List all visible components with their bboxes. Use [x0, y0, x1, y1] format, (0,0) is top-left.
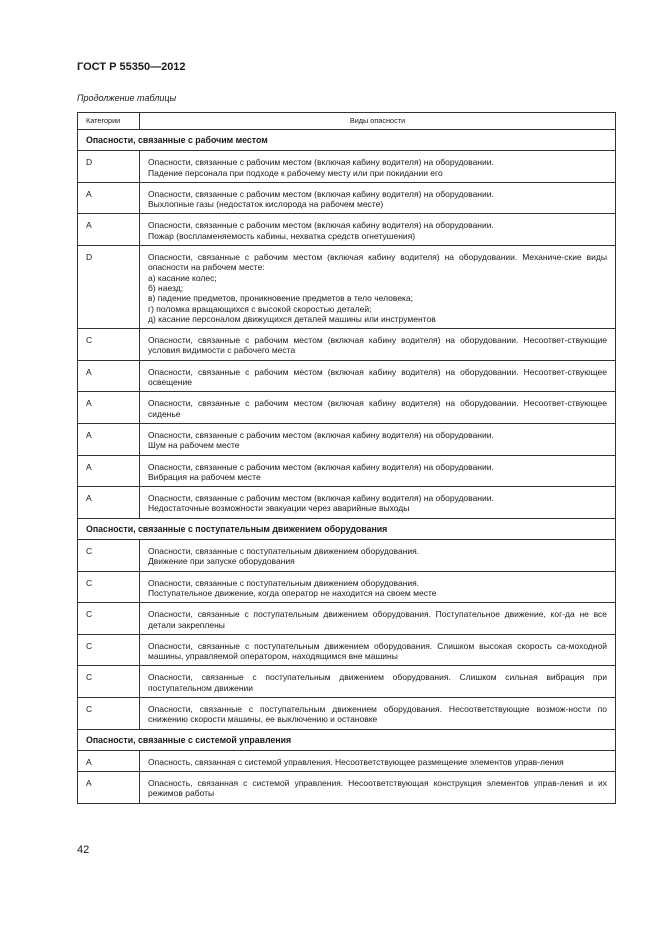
category-cell: C	[78, 697, 140, 729]
category-cell: C	[78, 666, 140, 698]
table-header-row	[78, 113, 616, 130]
table-row	[78, 750, 616, 771]
description-line: б) наезд;	[148, 282, 184, 293]
hazard-description-cell	[140, 151, 616, 183]
category-cell: A	[78, 487, 140, 519]
description-line: г) поломка вращающихся с высокой скоростью деталей;	[148, 303, 372, 314]
description-line: Пожар (воспламеняемость кабины, нехватка средств огнетушения)	[148, 230, 416, 241]
column-header-hazard-type: Виды опасности	[140, 113, 616, 130]
table-row	[78, 634, 616, 666]
category-cell: C	[78, 603, 140, 635]
description-line: Опасности, связанные с рабочим местом (включая кабину водителя) на оборудовании.	[148, 188, 494, 199]
description-line: Опасности, связанные с рабочим местом (включая кабину водителя) на оборудовании. Несоответ-ствующие условия видимости с рабочего места	[148, 335, 607, 356]
hazard-description-cell	[140, 634, 616, 666]
category-cell: A	[78, 772, 140, 804]
description-line: Вибрация на рабочем месте	[148, 471, 261, 482]
section-title: Опасности, связанные с поступательным движением оборудования	[78, 518, 616, 539]
category-cell: A	[78, 423, 140, 455]
description-line: Опасности, связанные с рабочим местом (включая кабину водителя) на оборудовании.	[148, 220, 494, 231]
hazard-description-cell	[140, 360, 616, 392]
description-line: Опасности, связанные с поступательным движением оборудования.	[148, 546, 420, 557]
section-header-row	[78, 729, 616, 750]
hazard-description-cell	[140, 750, 616, 771]
table-row	[78, 360, 616, 392]
category-cell: D	[78, 246, 140, 329]
hazard-description-cell	[140, 182, 616, 214]
hazard-description-cell	[140, 392, 616, 424]
category-cell: C	[78, 571, 140, 603]
category-cell: A	[78, 750, 140, 771]
description-line: Опасности, связанные с поступательным движением оборудования.	[148, 577, 420, 588]
hazard-description-cell	[140, 329, 616, 361]
description-line: Опасности, связанные с рабочим местом (включая кабину водителя) на оборудовании.	[148, 429, 494, 440]
table-row	[78, 392, 616, 424]
table-row	[78, 423, 616, 455]
hazard-description-cell	[140, 455, 616, 487]
table-caption: Продолжение таблицы	[77, 93, 177, 103]
column-header-category: Категории	[78, 113, 140, 130]
category-cell: C	[78, 540, 140, 572]
description-line: Опасности, связанные с рабочим местом (включая кабину водителя) на оборудовании. Механиче-ские виды опасности на рабочем месте:	[148, 252, 607, 273]
description-line: Опасности, связанные с рабочим местом (включая кабину водителя) на оборудовании. Несоответ-ствующее освещение	[148, 366, 607, 388]
category-cell: A	[78, 455, 140, 487]
page-number: 42	[77, 844, 90, 856]
description-line: Опасности, связанные с поступательным движением оборудования. Слишком сильная вибрация при поступательном движении	[148, 672, 607, 693]
table-row	[78, 666, 616, 698]
description-line: Опасности, связанные с поступательным движением оборудования. Поступательное движение, ког-да не все детали закреплены	[148, 609, 607, 630]
hazard-description-cell	[140, 540, 616, 572]
section-header-row	[78, 130, 616, 151]
hazard-description-cell	[140, 666, 616, 698]
section-title: Опасности, связанные с системой управления	[78, 729, 616, 750]
category-cell: D	[78, 151, 140, 183]
hazard-description-cell	[140, 697, 616, 729]
description-line: Опасности, связанные с поступательным движением оборудования. Слишком высокая скорость са-моходной машины, управляемой оператором, находящимся вне машины	[148, 640, 607, 662]
description-line: Опасности, связанные с рабочим местом (включая кабину водителя) на оборудовании.	[148, 461, 494, 472]
description-line: Поступательное движение, когда оператор не находится на своем месте	[148, 587, 437, 598]
table-row	[78, 246, 616, 329]
description-line: Опасности, связанные с рабочим местом (включая кабину водителя) на оборудовании.	[148, 157, 494, 168]
table-row	[78, 571, 616, 603]
hazard-description-cell	[140, 246, 616, 329]
table-row	[78, 182, 616, 214]
table-body	[78, 130, 616, 804]
category-cell: C	[78, 634, 140, 666]
table-row	[78, 151, 616, 183]
description-line: Падение персонала при подходе к рабочему месту или при покидании его	[148, 167, 443, 178]
description-line: Опасности, связанные с рабочим местом (включая кабину водителя) на оборудовании. Несоответ-ствующее сиденье	[148, 398, 607, 419]
table-row	[78, 540, 616, 572]
description-line: в) падение предметов, проникновение предметов в тело человека;	[148, 293, 414, 304]
hazard-description-cell	[140, 603, 616, 635]
category-cell: A	[78, 214, 140, 246]
category-cell: A	[78, 392, 140, 424]
hazard-description-cell	[140, 487, 616, 519]
description-line: Опасности, связанные с поступательным движением оборудования. Несоответствующие возмож-ности по снижению скорости машины, ее выключению и остановке	[148, 703, 607, 725]
hazard-description-cell	[140, 423, 616, 455]
description-line: Выхлопные газы (недостаток кислорода на рабочем месте)	[148, 199, 384, 210]
table-row	[78, 603, 616, 635]
hazard-table	[77, 112, 616, 804]
description-line: д) касание персоналом движущихся деталей машины или инструментов	[148, 313, 436, 324]
table-row	[78, 329, 616, 361]
description-line: Опасности, связанные с рабочим местом (включая кабину водителя) на оборудовании.	[148, 493, 494, 504]
hazard-description-cell	[140, 214, 616, 246]
section-title: Опасности, связанные с рабочим местом	[78, 130, 616, 151]
section-header-row	[78, 518, 616, 539]
table-row	[78, 697, 616, 729]
table-row	[78, 455, 616, 487]
table-row	[78, 214, 616, 246]
hazard-description-cell	[140, 571, 616, 603]
category-cell: A	[78, 182, 140, 214]
document-header: ГОСТ Р 55350—2012	[77, 61, 186, 73]
hazard-description-cell	[140, 772, 616, 804]
table-row	[78, 772, 616, 804]
description-line: Опасность, связанная с системой управления. Несоответствующая конструкция элементов управ-ления и их режимов работы	[148, 778, 607, 799]
category-cell: C	[78, 329, 140, 361]
description-line: Шум на рабочем месте	[148, 440, 240, 451]
description-line: Движение при запуске оборудования	[148, 556, 295, 567]
description-line: а) касание колес;	[148, 272, 217, 283]
description-line: Опасность, связанная с системой управления. Несоответствующее размещение элементов управ-ления	[148, 756, 564, 767]
description-line: Недостаточные возможности эвакуации через аварийные выходы	[148, 503, 410, 514]
category-cell: A	[78, 360, 140, 392]
table-row	[78, 487, 616, 519]
